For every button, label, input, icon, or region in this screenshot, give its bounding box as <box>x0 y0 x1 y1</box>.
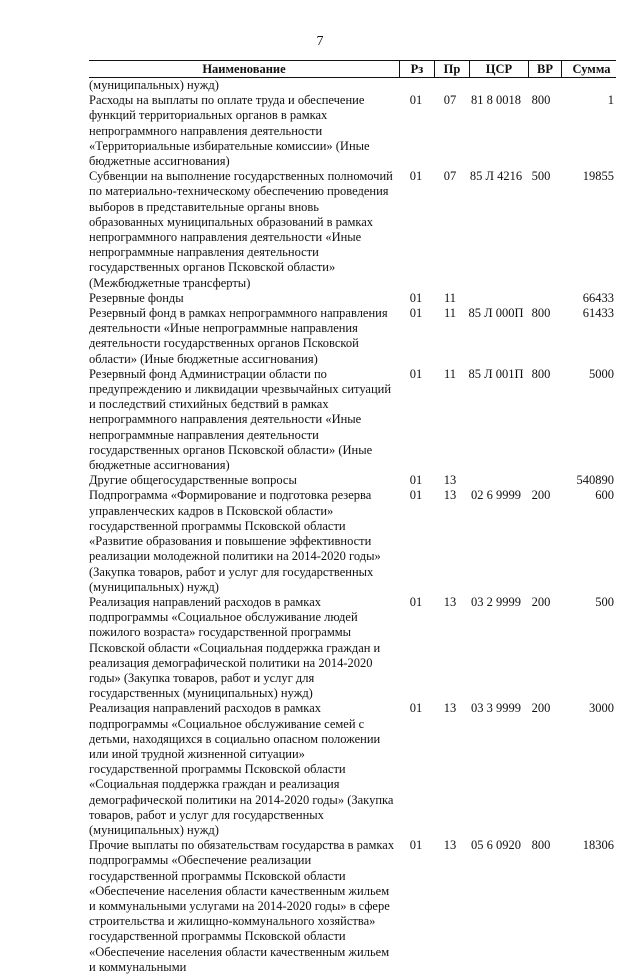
row-csr: 03 2 9999 <box>471 594 521 609</box>
header-pr: Пр <box>434 61 469 77</box>
table-row <box>89 838 616 975</box>
table-row <box>89 169 616 291</box>
row-csr <box>467 78 525 93</box>
row-rz: 01 <box>409 290 423 305</box>
table-body <box>89 78 616 975</box>
row-vr <box>525 78 557 93</box>
row-rz: 01 <box>409 473 423 488</box>
row-pr: 07 <box>443 93 457 108</box>
row-pr: 11 <box>443 290 457 305</box>
row-pr: 13 <box>443 701 457 716</box>
row-rz: 01 <box>409 93 423 108</box>
row-sum: 1 <box>607 93 614 108</box>
row-rz: 01 <box>409 838 423 853</box>
row-sum: 19855 <box>582 169 614 184</box>
row-pr: 11 <box>443 366 457 381</box>
budget-table <box>89 60 616 975</box>
row-name: Резервный фонд в рамках непрограммного направления деятельности «Иные непрограммные направления деятельности государственных органов Псковской области» (Иные бюджетные ассигнования) <box>89 306 388 366</box>
header-vr: ВР <box>528 61 561 77</box>
row-name: Прочие выплаты по обязательствам государства в рамках подпрограммы «Обеспечение реализации государственной программы Псковской области «Обеспечение населения области качественным жильем и коммунальными услугами на 2014-2020 годы» в сфере строительства и жилищно-коммунального хозяйства» государственной программы Псковской области «Обеспечение населения области качественным жильем и коммунальными <box>89 838 395 974</box>
row-csr: 02 6 9999 <box>471 488 521 503</box>
table-header <box>89 60 616 78</box>
row-rz: 01 <box>409 366 423 381</box>
table-row <box>89 595 616 701</box>
row-name: Подпрограмма «Формирование и подготовка резерва управленческих кадров в Псковской области» государственной программы Псковской области «Развитие образования и повышение эффективности реализации молодежной политики на 2014-2020 годы» (Закупка товаров, работ и услуг для государственных (муниципальных) нужд) <box>89 488 381 594</box>
table-row <box>89 473 616 488</box>
header-csr: ЦСР <box>469 61 528 77</box>
row-vr: 200 <box>531 488 551 503</box>
row-name: Резервные фонды <box>89 290 184 305</box>
row-vr: 200 <box>531 701 551 716</box>
row-csr: 03 3 9999 <box>471 701 521 716</box>
row-vr <box>525 473 557 488</box>
row-rz: 01 <box>409 306 423 321</box>
table-row <box>89 701 616 838</box>
table-row <box>89 488 616 594</box>
row-pr: 13 <box>443 488 457 503</box>
row-name: Расходы на выплаты по оплате труда и обеспечение функций территориальных органов в рамках непрограммного направления деятельности «Территориальные избирательные комиссии» (Иные бюджетные ассигнования) <box>89 93 370 169</box>
row-sum: 540890 <box>576 473 614 488</box>
row-pr: 11 <box>443 306 457 321</box>
page-number: 7 <box>316 34 324 49</box>
row-rz: 01 <box>409 594 423 609</box>
row-sum: 600 <box>595 488 614 503</box>
row-sum <box>557 78 616 93</box>
row-name: Реализация направлений расходов в рамках подпрограммы «Социальное обслуживание людей пожилого возраста» государственной программы Псковской области «Социальная поддержка граждан и реализация демографической политики на 2014-2020 годы» (Закупка товаров, работ и услуг для государственных (муниципальных) нужд) <box>89 594 381 701</box>
row-rz: 01 <box>409 169 423 184</box>
table-row <box>89 306 616 367</box>
row-vr: 800 <box>531 93 551 108</box>
row-sum: 66433 <box>582 290 614 305</box>
row-csr: 85 Л 000П <box>468 306 524 321</box>
row-vr <box>525 291 557 306</box>
row-pr: 13 <box>443 594 457 609</box>
row-csr: 05 6 0920 <box>471 838 521 853</box>
header-rz: Рз <box>399 61 434 77</box>
row-name: Резервный фонд Администрации области по предупреждению и ликвидации чрезвычайных ситуаций и последствий стихийных бедствий в рамках непрограммного направления деятельности «Иные непрограммные направления деятельности государственных органов Псковской области» (Иные бюджетные ассигнования) <box>89 366 392 473</box>
row-csr <box>467 291 525 306</box>
row-vr: 800 <box>531 366 551 381</box>
row-sum: 18306 <box>582 838 614 853</box>
row-vr: 800 <box>531 306 551 321</box>
row-pr <box>433 78 467 93</box>
row-pr: 13 <box>443 473 457 488</box>
row-vr: 200 <box>531 594 551 609</box>
row-csr <box>467 473 525 488</box>
table-row <box>89 291 616 306</box>
table-row <box>89 78 616 93</box>
header-name: Наименование <box>202 62 286 76</box>
row-rz: 01 <box>409 488 423 503</box>
row-rz <box>399 78 433 93</box>
row-sum: 5000 <box>589 366 614 381</box>
row-pr: 07 <box>443 169 457 184</box>
row-rz: 01 <box>409 701 423 716</box>
table-row <box>89 93 616 169</box>
row-csr: 81 8 0018 <box>471 93 521 108</box>
row-name: Другие общегосударственные вопросы <box>89 473 297 488</box>
row-name: Субвенции на выполнение государственных полномочий по материально-техническому обеспечению проведения выборов в представительные органы вновь образованных муниципальных образований в рамках непрограммного направления деятельности «Иные непрограммные направления деятельности государственных органов Псковской области» (Межбюджетные трансферты) <box>89 169 393 290</box>
row-sum: 61433 <box>582 306 614 321</box>
header-sum: Сумма <box>561 61 621 77</box>
row-vr: 500 <box>531 169 551 184</box>
row-vr: 800 <box>531 838 551 853</box>
row-sum: 3000 <box>589 701 614 716</box>
row-sum: 500 <box>595 594 614 609</box>
row-name: Реализация направлений расходов в рамках подпрограммы «Социальное обслуживание семей с детьми, находящихся в социально опасном положении или иной трудной жизненной ситуации» государственной программы Псковской области «Социальная поддержка граждан и реализация демографической политики на 2014-2020 годы» (Закупка товаров, работ и услуг для государственных (муниципальных) нужд) <box>89 701 394 837</box>
row-name: (муниципальных) нужд) <box>89 78 219 92</box>
row-csr: 85 Л 001П <box>468 366 524 381</box>
table-row <box>89 367 616 473</box>
row-csr: 85 Л 4216 <box>469 169 523 184</box>
row-pr: 13 <box>443 838 457 853</box>
